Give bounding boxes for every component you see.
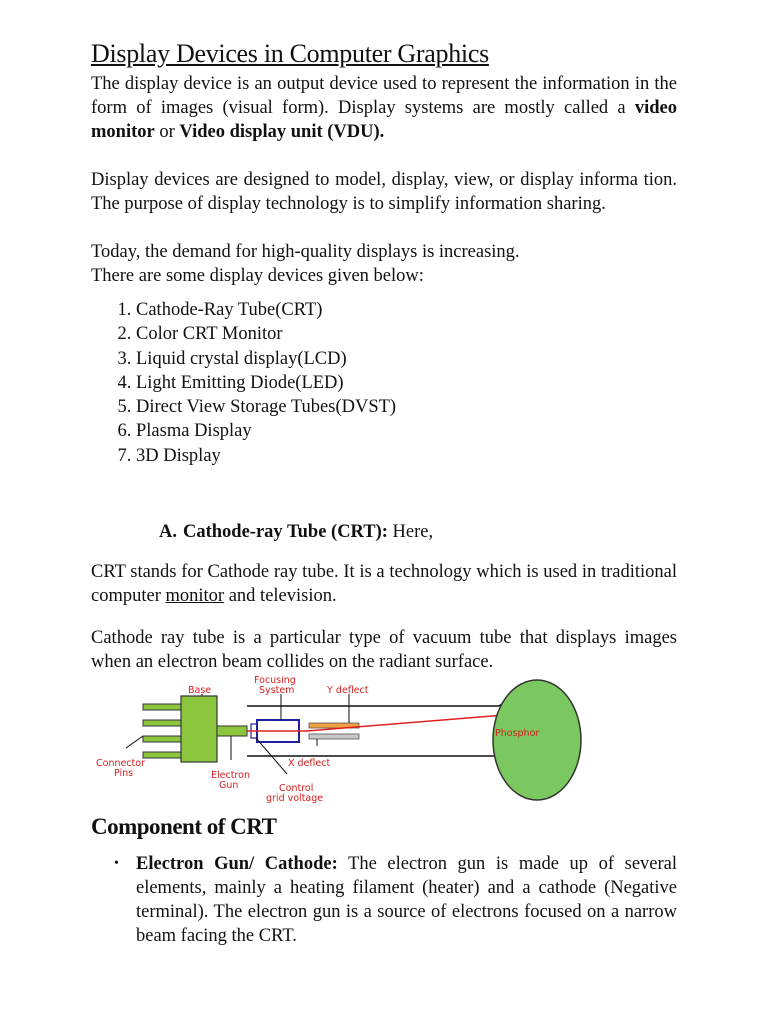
components-list (91, 852, 677, 948)
tube-base (181, 696, 217, 762)
crt-paragraph-1 (91, 560, 677, 608)
component-term: Electron Gun/ Cathode: (136, 854, 338, 875)
crt-paragraph-2: Cathode ray tube is a particular type of vacuum tube that displays images when an electron beam collides on the radiant surface. (91, 628, 677, 673)
section-title: Cathode-ray Tube (CRT): (183, 522, 388, 543)
term-video-monitor: video monitor (91, 98, 677, 142)
document-content (91, 38, 677, 948)
intro-paragraph-3-line-2: There are some display devices given below: (91, 266, 424, 286)
x-deflect-plate (309, 734, 359, 739)
pin-2 (143, 720, 183, 726)
label-phosphor: Phosphor (495, 728, 540, 740)
intro-paragraph-1 (91, 72, 677, 144)
list-item: 3. Liquid crystal display(LCD) (136, 347, 677, 371)
pin-1 (143, 704, 183, 710)
components-heading: Component of CRT (91, 814, 277, 840)
section-letter: A. (159, 522, 177, 543)
pin-4 (143, 752, 183, 758)
component-text: The electron gun is made up of several elements, mainly a heating filament (heater) and a cathode (Negative terminal). The electron gun is a source of electrons focused on a narrow beam facing the CRT. (136, 854, 678, 947)
term-vdu: Video display unit (VDU). (179, 122, 385, 142)
pin-3 (143, 736, 183, 742)
label-x-deflect: X deflect (288, 758, 331, 770)
crt-text-end: and television. (224, 586, 337, 607)
section-a-heading (91, 520, 677, 544)
crt-text: CRT stands for Cathode ray tube. It is a technology which is used in traditional computer (91, 562, 677, 607)
section-trail: Here, (387, 522, 434, 543)
crt-diagram-svg (91, 676, 677, 806)
list-item (136, 852, 677, 948)
phosphor-screen (493, 680, 581, 800)
intro-paragraph-2: Display devices are designed to model, display, view, or display informa tion. The purpose of display technology is to simplify information sharing. (91, 170, 677, 214)
page-title: Display Devices in Computer Graphics (91, 39, 489, 68)
list-item: 2. Color CRT Monitor (136, 322, 677, 346)
intro-text: The display device is an output device used to represent the information in the form of images (visual form). Display systems are mostly called a (91, 74, 677, 118)
label-connector-2: Pins (114, 768, 134, 780)
crt-diagram (91, 676, 677, 806)
list-item: 6. Plasma Display (136, 419, 677, 443)
label-electron-2: Gun (219, 780, 239, 792)
label-control-1: Control (279, 783, 314, 795)
monitor-link[interactable]: monitor (165, 586, 225, 607)
label-y-deflect: Y deflect (327, 685, 369, 697)
list-item: 7. 3D Display (136, 444, 677, 468)
label-electron-1: Electron (211, 770, 250, 782)
label-base: Base (188, 685, 212, 697)
intro-text-or: or (154, 122, 180, 142)
leader-connector (126, 736, 143, 748)
label-focusing-1: Focusing (254, 676, 296, 687)
label-focusing-2: System (259, 685, 295, 697)
electron-gun (217, 726, 247, 736)
list-item: 4. Light Emitting Diode(LED) (136, 371, 677, 395)
label-control-2: grid voltage (266, 793, 324, 805)
intro-paragraph-3-line-1: Today, the demand for high-quality displays is increasing. (91, 242, 520, 262)
list-item: 1. Cathode-Ray Tube(CRT) (136, 298, 677, 322)
device-list (91, 298, 677, 468)
label-connector-1: Connector (96, 758, 145, 770)
list-item: 5. Direct View Storage Tubes(DVST) (136, 395, 677, 419)
